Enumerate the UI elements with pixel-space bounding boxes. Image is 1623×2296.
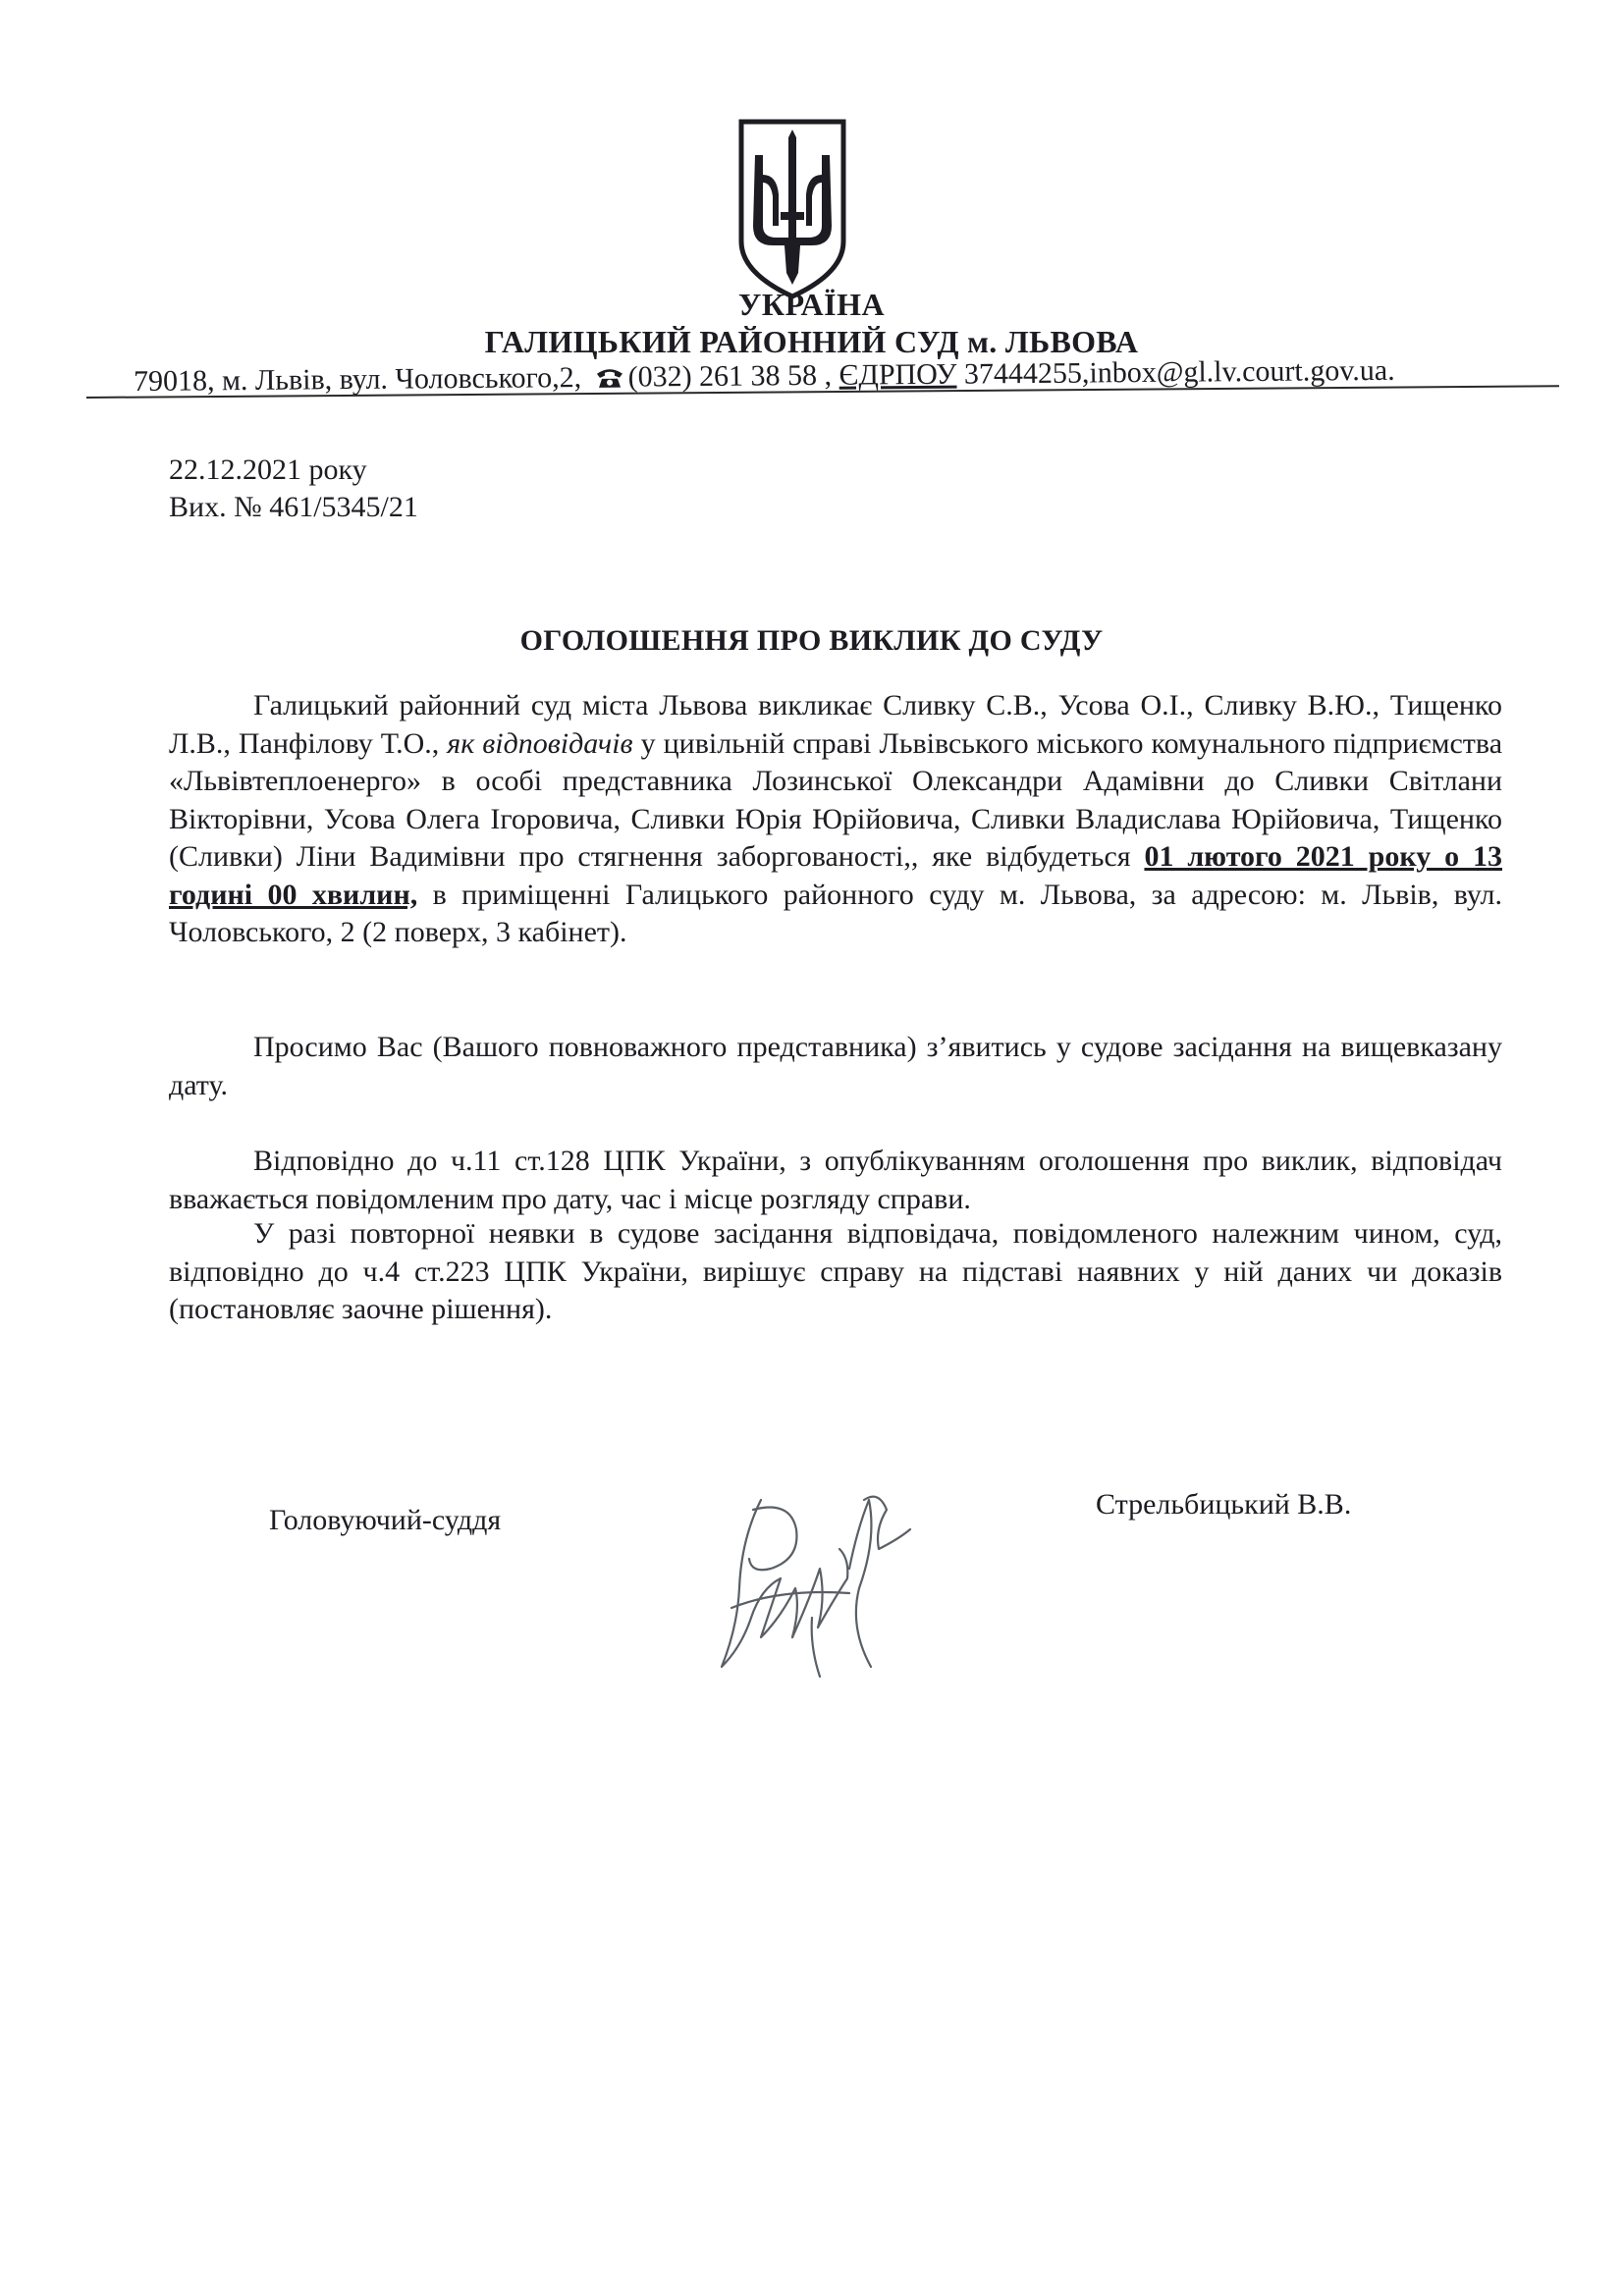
- tryzub-coat-of-arms-icon: [733, 116, 851, 302]
- document-date: 22.12.2021 року: [169, 454, 367, 486]
- legal-basis-text: Відповідно до ч.11 ст.128 ЦПК України, з опублікуванням оголошення про виклик, відповідач вважається повідомленим про дату, час і місце розгляду справи.: [169, 1145, 1502, 1215]
- summons-text-part2: у цивільній справі Львівського міського комунального підприємства «Львівтеплоенерго» в особі представника Лозинської Олександри Адамівни до Сливки Світлани Вікторівни, Усова Олега Ігоровича, Сливки Юрія Юрійовича, Сливки Владислава Юрійовича, Тищенко (Сливки) Ліни Вадимівни про стягнення заборгованості,, яке відбудеться: [169, 726, 1503, 873]
- country-heading: УКРАЇНА: [737, 287, 886, 322]
- request-text: Просимо Вас (Вашого повноважного представника) з’явитись у судове засідання на вищевказану дату.: [169, 1031, 1502, 1101]
- paragraph-default-judgment: [169, 1215, 1502, 1329]
- paragraph-summons: [169, 687, 1502, 952]
- handwritten-signature: [702, 1470, 928, 1706]
- judge-name: Стрельбицький В.В.: [1096, 1488, 1352, 1521]
- edrpou-label: ЄДРПОУ: [839, 357, 957, 392]
- hearing-datetime: 01 лютого 2021 року о 13 годині 00 хвилин,: [169, 840, 1502, 911]
- judge-role: Головуючий-суддя: [269, 1504, 502, 1536]
- default-judgment-text: У разі повторної неявки в судове засідання відповідача, повідомленого належним чином, суд, відповідно до ч.4 ст.223 ЦПК України, вирішує справу на підставі наявних у ній даних чи доказів (постановляє заочне рішення).: [169, 1217, 1502, 1325]
- paragraph-legal-basis: [169, 1143, 1502, 1218]
- court-heading: ГАЛИЦЬКИЙ РАЙОННИЙ СУД м. ЛЬВОВА: [484, 324, 1139, 359]
- telephone-icon: [595, 367, 624, 389]
- summons-text-part3: в приміщенні Галицького районного суду м. Львова, за адресою: м. Львів, вул. Чоловського, 2 (2 поверх, 3 кабінет).: [169, 878, 1503, 948]
- outgoing-number: Вих. № 461/5345/21: [169, 491, 418, 523]
- paragraph-request: [169, 1029, 1502, 1104]
- defendants-role: як відповідачів: [447, 726, 633, 760]
- court-address: 79018, м. Львів, вул. Чоловського,2,: [133, 361, 582, 398]
- summons-text-part1: Галицький районний суд міста Львова викликає Сливку С.В., Усова О.І., Сливку В.Ю., Тищенко Л.В., Панфілову Т.О.,: [169, 689, 1502, 760]
- document-title: ОГОЛОШЕННЯ ПРО ВИКЛИК ДО СУДУ: [519, 624, 1104, 657]
- court-phone: (032) 261 38 58 ,: [627, 358, 833, 394]
- edrpou-and-email: 37444255,inbox@gl.lv.court.gov.ua.: [963, 353, 1395, 391]
